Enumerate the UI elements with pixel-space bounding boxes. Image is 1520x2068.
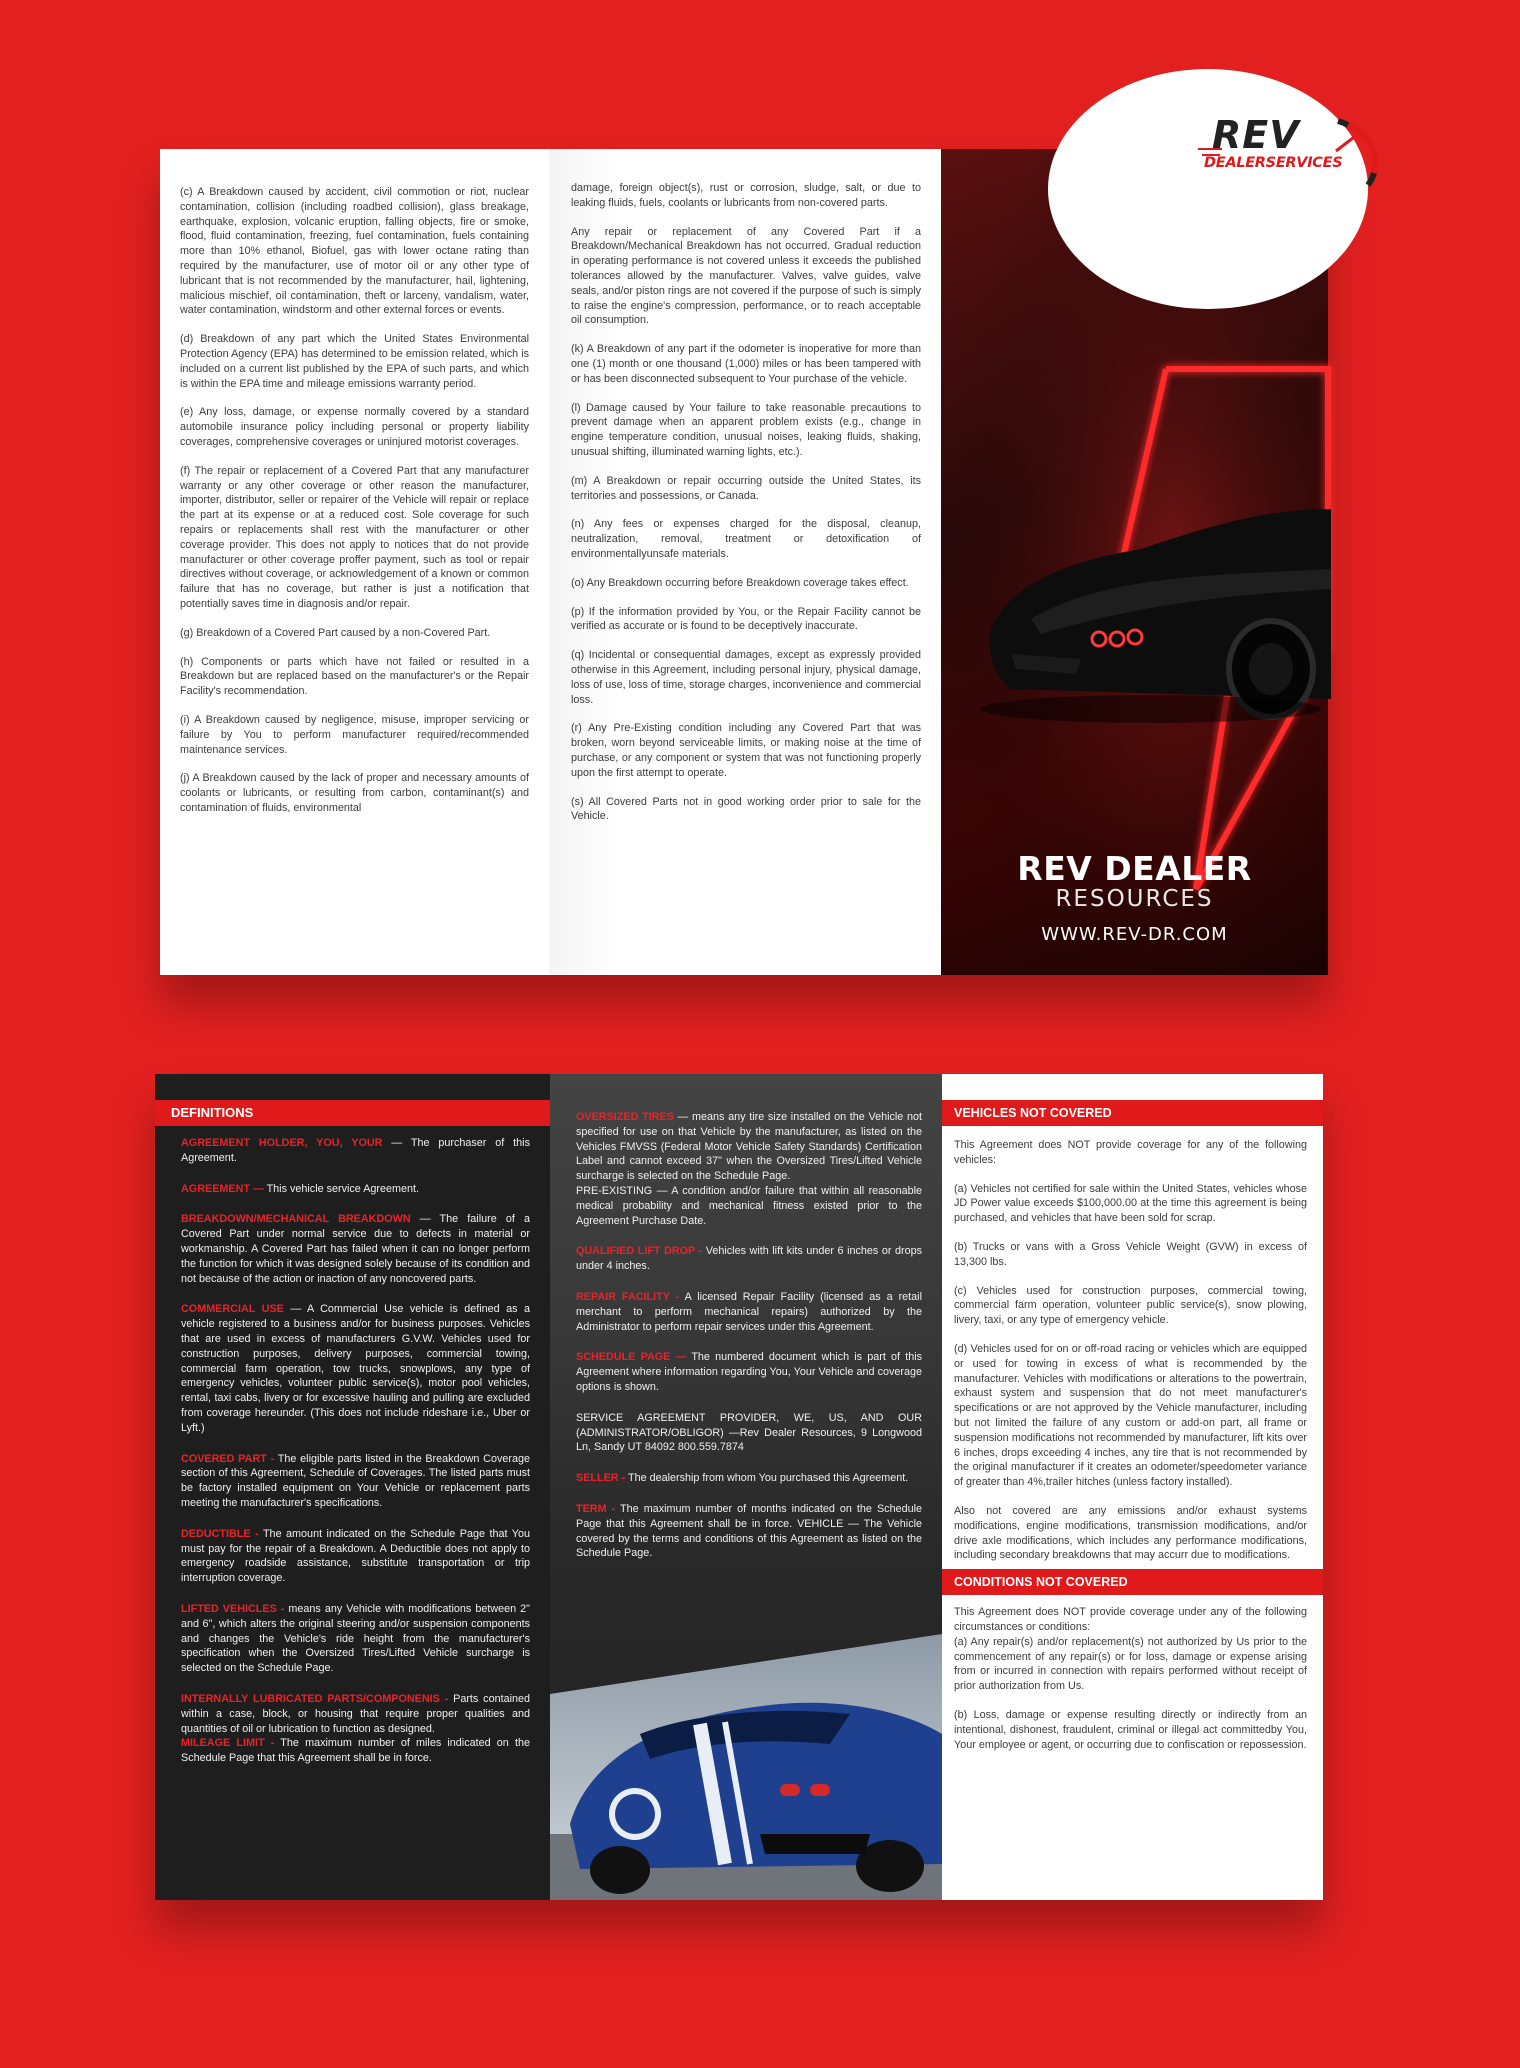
exclusion-e: (e) Any loss, damage, or expense normally covered by a standard automobile insurance policy including personal or property liability coverages, comprehensive coverages or uninjured motorist coverages. — [180, 406, 529, 448]
definition-text: The maximum number of months indicated on the Schedule Page that this Agreement shall be in force. VEHICLE — The Vehicle covered by the terms and conditions of this Agreement as listed on the Schedule Page. — [576, 1502, 922, 1560]
definition-text: This vehicle service Agreement. — [263, 1182, 420, 1195]
definition-text: SERVICE AGREEMENT PROVIDER, WE, US, AND OUR (ADMINISTRATOR/OBLIGOR) —Rev Dealer Resources, 9 Longwood Ln, Sandy UT 84092 800.559.7874 — [576, 1411, 922, 1454]
inside-panel-left — [160, 149, 549, 975]
definition-term: COVERED PART - — [181, 1452, 275, 1465]
sports-car-image — [971, 469, 1331, 749]
conditions-not-covered-paragraph: This Agreement does NOT provide coverage under any of the following circumstances or conditions: (a) Any repair(s) and/or replacement(s) not authorized by Us prior to the commencement of any repair(s) or for loss, damage or expense arising from or incurred in connection with repairs performed without receipt of prior authorization from Us. — [954, 1606, 1307, 1693]
vehicles-not-covered-paragraph: (c) Vehicles used for construction purposes, commercial towing, commercial farm operation, volunteer public service(s), snow plowing, livery, taxi, or any type of emergency vehicle. — [954, 1284, 1307, 1327]
vehicles-not-covered-paragraph: (b) Trucks or vans with a Gross Vehicle Weight (GVW) in excess of 13,300 lbs. — [954, 1240, 1307, 1268]
logo-dealerservices-text: DEALERSERVICES — [1204, 155, 1343, 171]
cover-subtitle: RESOURCES — [1055, 886, 1214, 912]
exclusion-j: (j) A Breakdown caused by the lack of proper and necessary amounts of coolants or lubricants, or resulting from carbon, contaminant(s) and contamination of fluids, environmental — [180, 772, 529, 814]
definition-text: A licensed Repair Facility (licensed as a retail merchant to perform mechanical repairs) authorized by the Administrator to perform repair services under this Agreement. — [576, 1290, 922, 1333]
definition-term: AGREEMENT HOLDER, YOU, YOUR — [181, 1137, 383, 1149]
definition-text: Parts contained within a case, block, or housing that require proper qualities and quantities of oil or lubrication to function as designed. — [181, 1692, 530, 1735]
definition-preexisting: PRE-EXISTING — A condition and/or failure that within all reasonable medical probability and mechanical fitness existed prior to the Agreement Purchase Date. — [576, 1184, 922, 1227]
definition-term: BREAKDOWN/MECHANICAL BREAKDOWN — [181, 1213, 411, 1226]
definition-text: The numbered document which is part of this Agreement where information regarding You, Your Vehicle and coverage options is shown. — [576, 1351, 922, 1393]
definition-term: INTERNALLY LUBRICATED PARTS/COMPONENIS - — [181, 1692, 449, 1705]
brochure-inside-sheet — [160, 113, 1343, 975]
definition-term: AGREEMENT — — [181, 1182, 264, 1195]
definition-text: — means any tire size installed on the Vehicle not specified for use on that Vehicle by the manufacturer, as listed on the Vehicles FMVSS (Federal Motor Vehicle Safety Standards) Certification Label and cannot exceed 37" when the Oversized Tires/Lifted Vehicle surcharge is selected on the Schedule Page. — [576, 1111, 922, 1183]
definition-term: QUALIFIED LIFT DROP - — [576, 1245, 703, 1258]
definition-item — [181, 1182, 530, 1197]
exclusion-g: (g) Breakdown of a Covered Part caused by a non-Covered Part. — [180, 626, 491, 639]
exclusion-f: (f) The repair or replacement of a Covered Part that any manufacturer warranty or any other coverage or other reason the manufacturer, importer, distributor, seller or repairer of the Vehicle will repair or replace the part at its expense or at a reduced cost. Sole coverage for such repairs or replacements shall rest with the manufacturer or other coverage provider. This does not apply to notices that do not provide manufacturer or other coverage proffer payment, such as tool or repair directives without coverage, or acknowledgement of a known or common failure that has no coverage, but rather is just a notification that potentially saves time in diagnosis and/or repair. — [180, 464, 529, 610]
not-covered-panel — [942, 1074, 1323, 1900]
exclusion-j-cont: damage, foreign object(s), rust or corrosion, sludge, salt, or due to leaking fluids, fuels, coolants or lubricants from non-covered parts. — [571, 182, 921, 209]
exclusion-i: (i) A Breakdown caused by negligence, misuse, improper servicing or failure by You to perform manufacturer required/recommended maintenance services. — [180, 713, 529, 756]
definition-term: SELLER - — [576, 1472, 626, 1485]
exclusion-q: (q) Incidental or consequential damages, except as expressly provided otherwise in this Agreement, including personal injury, physical damage, loss of use, loss of time, storage charges, inconvenience and commercial loss. — [571, 649, 921, 706]
definition-term: OVERSIZED TIRES — [576, 1111, 674, 1123]
exclusion-p: (p) If the information provided by You, or the Repair Facility cannot be verified as accurate or is found to be deceptively inaccurate. — [571, 605, 921, 633]
exclusion-h: (h) Components or parts which have not failed or resulted in a Breakdown but are replaced based on the manufacturer's or the Repair Facility's recommendation. — [180, 655, 529, 698]
definition-text: The eligible parts listed in the Breakdown Coverage section of this Agreement, Schedule of Coverages. The listed parts must be factory installed equipment on Your Vehicle or replacement parts meeting the manufacturer's specifications. — [181, 1452, 530, 1509]
rev-logo — [1188, 113, 1378, 183]
definition-item — [576, 1244, 922, 1274]
exclusion-k: (k) A Breakdown of any part if the odometer is inoperative for more than one (1) month or one thousand (1,000) miles or has been tampered with or has been disconnected subsequent to Your purchase of the vehicle. — [571, 343, 921, 385]
vehicles-not-covered-paragraph: (d) Vehicles used for on or off-road racing or vehicles which are equipped or used for towing in excess of what is recommended by the manufacturer. Vehicles with modifications or alterations to the powertrain, exhaust system and suspension that do not meet manufacturer's specifications or are not approved by the Vehicle manufacturer, including but not limited the failure of any custom or add-on part, all frame or suspension modifications not recommended by manufacturer, lift kits over 6 inches, drops exceeding 4 inches, any tire that is not recommended by the original manufacturer if it creates an odometer/speedometer variance of greater than 4%,trailer hitches (unless factory installed). — [954, 1342, 1307, 1489]
definition-item — [576, 1110, 922, 1184]
definition-text: — A Commercial Use vehicle is defined as a vehicle registered to a business and/or for business purposes. Vehicles that are used in excess of manufacturers G.V.W. Vehicles used for construction purposes, delivery purposes, commercial towing, commercial farm operation, tow trucks, snowplows, any type of emergency vehicles, volunteer public service(s), motor pool vehicles, rental, taxi cabs, livery or for excessive hauling and pulling are excluded from coverage hereunder. (This does not include rideshare i.e., Uber or Lyft.) — [181, 1303, 530, 1434]
definitions-heading: DEFINITIONS — [155, 1100, 550, 1126]
cover-title: REV DEALER — [1017, 849, 1252, 888]
definition-term: REPAIR FACILITY - — [576, 1290, 680, 1303]
definition-item — [181, 1692, 530, 1736]
definition-item — [576, 1502, 922, 1561]
vehicles-not-covered-paragraph: (a) Vehicles not certified for sale within the United States, vehicles whose JD Power value exceeds $100,000.00 at the time this agreement is being purchased, and vehicles that have been sold for scrap. — [954, 1182, 1307, 1225]
cover-url[interactable]: WWW.REV-DR.COM — [1041, 924, 1228, 945]
cover-panel — [941, 113, 1343, 975]
definition-item — [576, 1411, 922, 1455]
definition-item — [181, 1136, 530, 1166]
conditions-not-covered-heading: CONDITIONS NOT COVERED — [942, 1569, 1323, 1595]
logo-badge — [1048, 69, 1368, 309]
definition-item — [181, 1736, 530, 1766]
definition-term: LIFTED VEHICLES - — [181, 1602, 285, 1615]
definition-term: TERM - — [576, 1502, 616, 1515]
definition-item — [181, 1302, 530, 1435]
exclusion-s: (s) All Covered Parts not in good working order prior to sale for the Vehicle. — [571, 795, 921, 823]
definitions-continued-panel — [550, 1074, 942, 1900]
definition-item — [576, 1290, 922, 1334]
definitions-panel — [155, 1074, 550, 1900]
definition-text: The amount indicated on the Schedule Page that You must pay for the repair of a Breakdown. A Deductible does not apply to emergency roadside assistance, substitute transportation or trip interruption coverage. — [181, 1527, 530, 1585]
top-spacer — [942, 1074, 1323, 1100]
definition-item — [576, 1350, 922, 1394]
definition-text: — The purchaser of this Agreement. — [181, 1137, 530, 1164]
definition-item — [181, 1527, 530, 1586]
definition-term: COMMERCIAL USE — [181, 1303, 284, 1316]
definition-text: — The failure of a Covered Part under normal service due to defects in material or workmanship. A Covered Part has failed when it can no longer perform the function for which it was designed solely because of its condition and not because of the action or inaction of any noncovered parts. — [181, 1213, 530, 1285]
definition-text: The maximum number of miles indicated on the Schedule Page that this Agreement shall be in force. — [181, 1737, 530, 1765]
exclusion-l: (l) Damage caused by Your failure to take reasonable precautions to prevent damage when an apparent problem exists (e.g., change in engine temperature condition, unusual noises, leaking fluids, shaking, unusual shifting, illuminated warning lights, etc.). — [571, 401, 921, 458]
definition-item — [181, 1212, 530, 1286]
inside-panel-middle — [549, 149, 941, 975]
definition-term: SCHEDULE PAGE — — [576, 1351, 687, 1364]
vehicles-not-covered-paragraph: This Agreement does NOT provide coverage for any of the following vehicles: — [954, 1139, 1307, 1166]
definition-term: MILEAGE LIMIT - — [181, 1737, 275, 1750]
conditions-not-covered-paragraph: (b) Loss, damage or expense resulting directly or indirectly from an intentional, dishonest, fraudulent, criminal or illegal act committedby You, Your employee or agent, or occurring due to confiscation or repossession. — [954, 1708, 1307, 1751]
exclusion-d: (d) Breakdown of any part which the United States Environmental Protection Agency (EPA) has determined to be emission related, which is included on a current list published by the EPA of such parts, and which is within the EPA time and mileage emissions warranty period. — [180, 333, 529, 390]
exclusion-c: (c) A Breakdown caused by accident, civil commotion or riot, nuclear contamination, collision (including roadbed collision), glass breakage, earthquake, explosion, volcanic eruption, falling objects, fire or smoke, flood, fluid contamination, freezing, fuel contamination, fuels containing more than 10% ethanol, Biofuel, gas with lower octane rating than required by the manufacturer, use of motor oil or any other type of lubricant that is not recommended by the manufacturer, hail, lightening, malicious mischief, oil contamination, theft or larceny, vandalism, water, water contamination, windstorm and other external forces or events. — [180, 186, 529, 317]
vehicles-not-covered-heading: VEHICLES NOT COVERED — [942, 1100, 1323, 1126]
definition-term: DEDUCTIBLE - — [181, 1527, 259, 1540]
vehicles-not-covered-paragraph: Also not covered are any emissions and/or exhaust systems modifications, engine modifications, transmission modifications, and/or drive axle modifications, which includes any performance modifications, including secondary breakdowns that may accurr due to modifications. — [954, 1504, 1307, 1562]
definition-text: Vehicles with lift kits under 6 inches or drops under 4 inches. — [576, 1245, 923, 1273]
brochure-outside-sheet — [155, 1074, 1323, 1900]
definition-text: The dealership from whom You purchased this Agreement. — [625, 1472, 909, 1485]
exclusion-m: (m) A Breakdown or repair occurring outside the United States, its territories and possessions, or Canada. — [571, 474, 921, 502]
definition-item — [576, 1471, 922, 1486]
logo-rev-text: REV — [1212, 113, 1300, 157]
definition-item — [181, 1602, 530, 1676]
exclusion-r: (r) Any Pre-Existing condition including any Covered Part that was broken, worn beyond serviceable limits, or making noise at the time of purchase, or any component or system that was not functioning properly upon the first attempt to operate. — [571, 722, 921, 779]
blue-race-car-image — [550, 1634, 942, 1900]
exclusion-n: (n) Any fees or expenses charged for the disposal, cleanup, neutralization, removal, treatment or detoxification of environmentallyunsafe materials. — [571, 518, 921, 560]
vehicles-not-covered-body — [942, 1126, 1323, 1563]
definition-item — [181, 1452, 530, 1511]
conditions-not-covered-body — [942, 1595, 1323, 1752]
exclusion-o: (o) Any Breakdown occurring before Breakdown coverage takes effect. — [571, 576, 909, 589]
cover-title-block — [941, 849, 1328, 945]
exclusion-no-breakdown: Any repair or replacement of any Covered Part if a Breakdown/Mechanical Breakdown has not occurred. Gradual reduction in operating performance is not covered unless it exceeds the published tolerances allowed by the manufacturer. Valves, valve guides, valve seals, and/or piston rings are not covered if the purpose of such is simply to raise the engine's compression, performance, or to reach acceptable oil consumption. — [571, 225, 921, 327]
definition-text: means any Vehicle with modifications between 2" and 6", which alters the original steering and/or suspension components and changes the Vehicle's ride height from the manufacturer's specification when the Oversized Tires/Lifted Vehicle surcharge is selected on the Schedule Page. — [181, 1602, 530, 1675]
